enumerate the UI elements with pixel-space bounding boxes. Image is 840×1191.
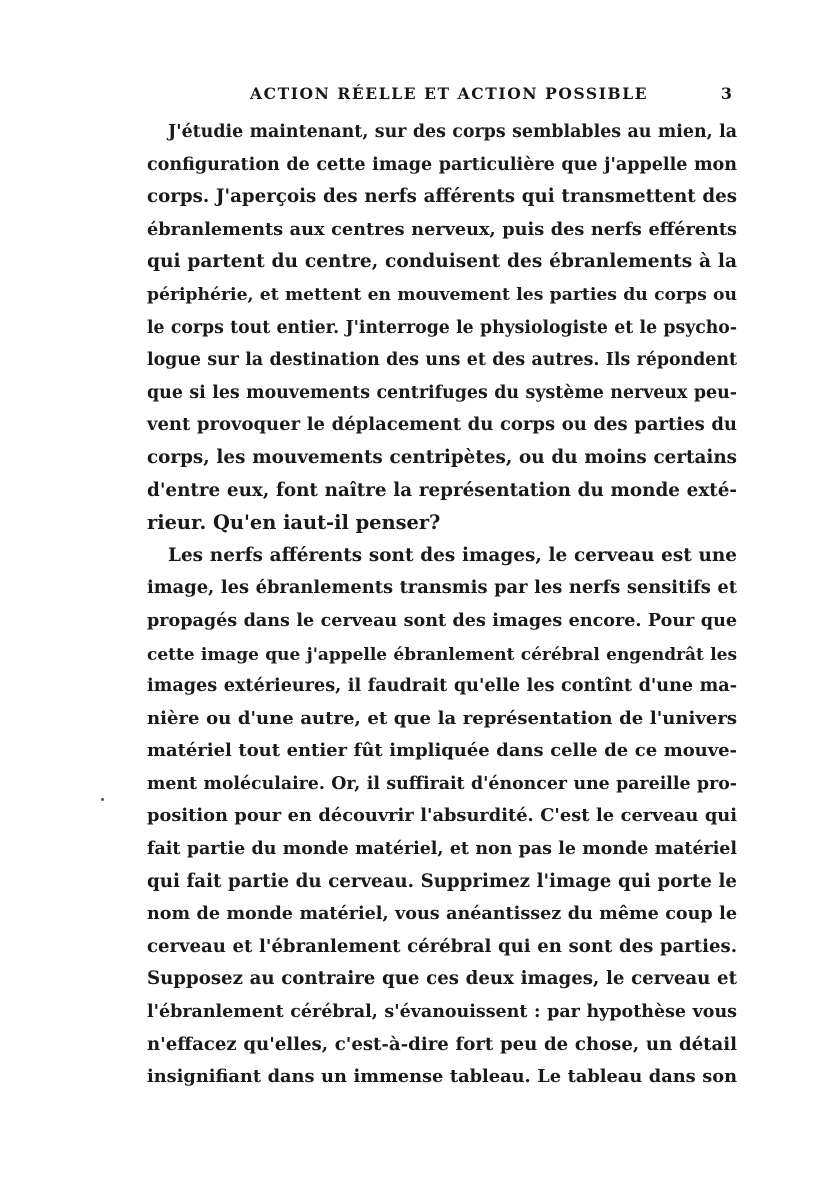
text-line: Supposez au contraire que ces deux images, le cerveau et	[147, 968, 737, 990]
running-head	[148, 84, 738, 110]
text-line: vent provoquer le déplacement du corps ou des parties du	[147, 414, 737, 436]
text-line: qui fait partie du cerveau. Supprimez l'image qui porte le	[147, 870, 737, 892]
text-line: nière ou d'une autre, et que la représentation de l'univers	[147, 707, 737, 729]
text-line: matériel tout entier fût impliquée dans celle de ce mouve-	[147, 740, 737, 762]
page-number: 3	[720, 84, 732, 103]
text-line: corps, les mouvements centripètes, ou du moins certains	[147, 446, 737, 468]
text-line: l'ébranlement cérébral, s'évanouissent : par hypothèse vous	[147, 1002, 737, 1023]
text-line: cerveau et l'ébranlement cérébral qui en sont des parties.	[147, 935, 737, 957]
text-line: ébranlements aux centres nerveux, puis des nerfs efférents	[147, 218, 737, 240]
text-line: nom de monde matériel, vous anéantissez du même coup le	[147, 904, 737, 925]
text-line: qui partent du centre, conduisent des ébranlements à la	[147, 251, 737, 273]
body-text	[147, 116, 737, 1094]
text-line: corps. J'aperçois des nerfs afférents qui transmettent des	[147, 186, 737, 208]
text-line: images extérieures, il faudrait qu'elle les contînt d'une ma-	[147, 675, 737, 697]
paragraph-1	[147, 116, 737, 540]
margin-speck	[101, 798, 104, 801]
text-line: Les nerfs afférents sont des images, le cerveau est une	[168, 544, 737, 566]
text-line: position pour en découvrir l'absurdité. C'est le cerveau qui	[147, 805, 737, 827]
text-line: J'étudie maintenant, sur des corps semblables au mien, la	[168, 122, 737, 142]
text-line: le corps tout entier. J'interroge le physiologiste et le psycho-	[147, 317, 737, 338]
text-line: d'entre eux, font naître la représentation du monde exté-	[147, 479, 737, 501]
text-line: périphérie, et mettent en mouvement les parties du corps ou	[147, 284, 737, 305]
paragraph-2	[147, 540, 737, 1094]
text-line: que si les mouvements centrifuges du système nerveux peu-	[147, 382, 737, 403]
text-line: propagés dans le cerveau sont des images encore. Pour que	[147, 610, 737, 631]
text-line: n'effacez qu'elles, c'est-à-dire fort peu de chose, un détail	[147, 1033, 737, 1055]
text-line: configuration de cette image particulière que j'appelle mon	[147, 154, 737, 175]
text-line: image, les ébranlements transmis par les nerfs sensitifs et	[147, 577, 737, 599]
text-line: fait partie du monde matériel, et non pas le monde matériel	[147, 839, 737, 860]
text-line: insignifiant dans un immense tableau. Le tableau dans son	[147, 1066, 737, 1088]
text-line: logue sur la destination des uns et des autres. Ils répondent	[147, 350, 737, 371]
text-line: ment moléculaire. Or, il suffirait d'énoncer une pareille pro-	[147, 773, 737, 794]
running-title: ACTION RÉELLE ET ACTION POSSIBLE	[250, 84, 649, 103]
text-line: rieur. Qu'en iaut-il penser?	[147, 511, 441, 535]
text-line: cette image que j'appelle ébranlement cérébral engendrât les	[147, 643, 737, 664]
